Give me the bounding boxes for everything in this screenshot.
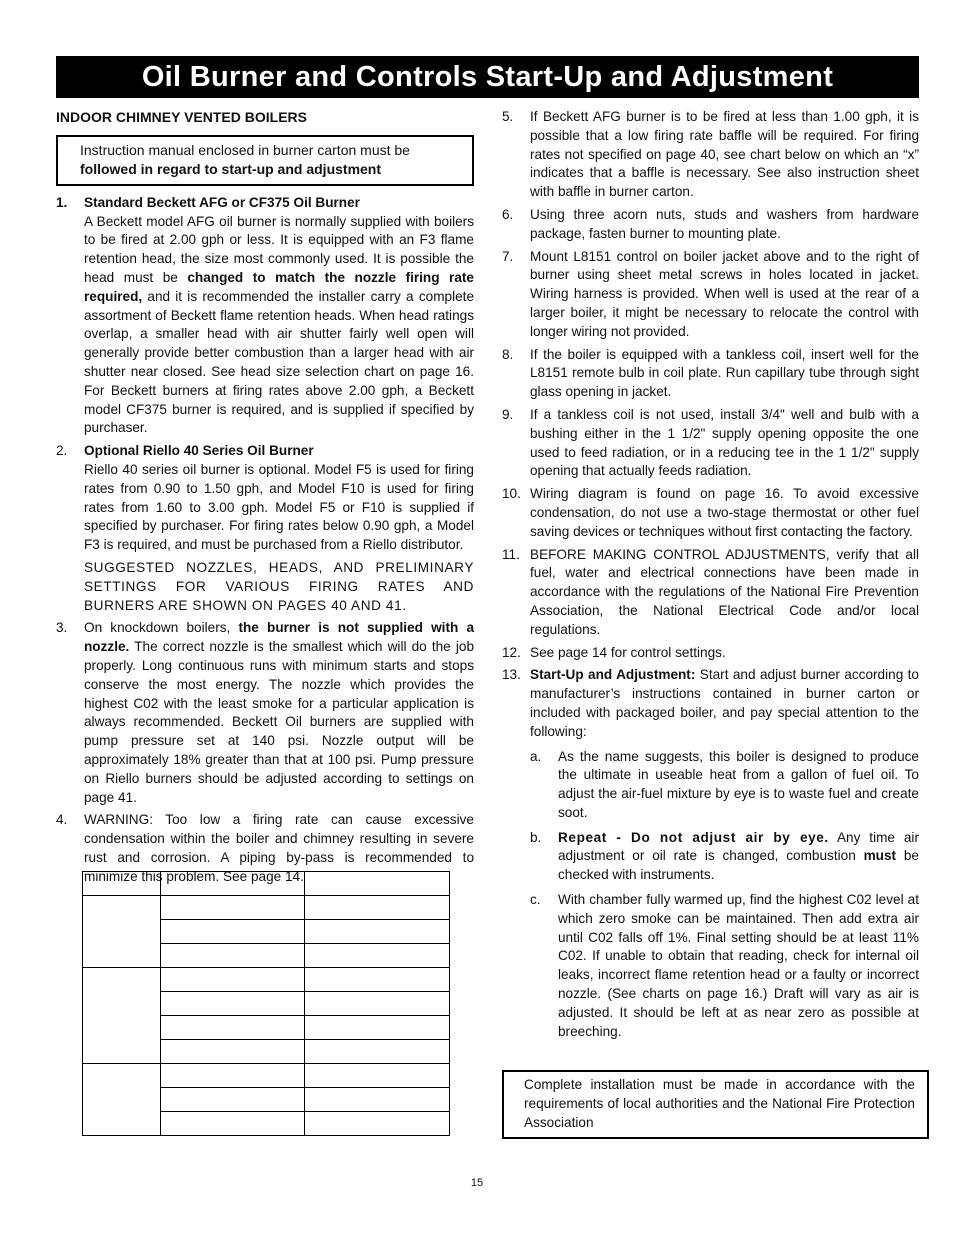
table-cell [161,920,305,944]
item-text: Using three acorn nuts, studs and washers from hardware package, fasten burner to mounting plate. [530,206,919,241]
table-cell [305,1040,450,1064]
instruction-notice-box [56,135,474,186]
list-item-9 [502,406,919,481]
left-column [56,108,474,890]
table-cell [305,1112,450,1136]
item-text: Riello 40 series oil burner is optional. Model F5 is used for firing rates from 0.90 to 1.50 gph, and Model F10 is used for firing rates from 1.60 to 3.00 gph. Model F5 or F10 is supplied if specified by purchaser. For firing rates below 0.90 gph, a Model F3 is required, and must be purchased from a Riello distributor. [84,461,474,553]
item-title: Start-Up and Adjustment: [530,667,696,683]
table-cell [161,1064,305,1088]
sub-item-b [530,829,919,885]
baffle-chart-table [82,871,450,1136]
table-cell [305,944,450,968]
item-text-bold: the burner is not supplied with a nozzle. [84,620,475,655]
installation-notice-text: Complete installation must be made in accordance with the requirements of local authorities and the National Fire Protection Association [524,1077,915,1130]
list-item-1 [56,194,474,438]
item-title: Optional Riello 40 Series Oil Burner [84,443,314,459]
item-number: 5. [502,109,514,124]
table-cell [305,896,450,920]
page-number: 15 [470,1177,484,1189]
table-cell [305,1088,450,1112]
item-number: 12. [502,644,521,660]
item-number: 9. [502,406,514,422]
notice-line-1: Instruction manual enclosed in burner carton must be [80,141,410,158]
table-cell [161,1016,305,1040]
item-number: 11. [502,546,520,562]
sub-item-label: c. [530,892,541,908]
table-cell [161,1088,305,1112]
item-number: 6. [502,206,514,222]
nozzle-settings-note: SUGGESTED NOZZLES, HEADS, AND PRELIMINARY SETTINGS FOR VARIOUS FIRING RATES AND BURNERS ARE SHOWN ON PAGES 40 AND 41. [84,559,474,613]
list-item-2 [56,442,474,555]
table-cell [83,872,161,896]
item-title: Standard Beckett AFG or CF375 Oil Burner [84,194,360,210]
item-number: 7. [502,248,514,264]
item-text: Start and adjust burner according to manufacturer’s instructions contained in burner carton or included with packaged boiler, and pay special attention to the following: [530,667,919,739]
table-cell [161,992,305,1016]
installation-notice-box [502,1070,929,1139]
table-row [83,896,450,920]
table-row [83,872,450,896]
item-text: If a tankless coil is not used, install 3/4" well and bulb with a bushing either in the 1 1/2" supply opening opposite the one used to feed radiation, or in a reducing tee in the 1 1/2" supply opening that actually feeds radiation. [530,406,919,479]
table-cell [161,968,305,992]
item-number: 4. [56,812,68,828]
list-item-7 [502,248,919,342]
table-cell [305,1064,450,1088]
item-text: If Beckett AFG burner is to be fired at less than 1.00 gph, it is possible that a low firing rate baffle will be required. For firing rates not specified on page 40, see chart below on which an “x” indicates that a baffle is necessary. See also instruction sheet with baffle in burner carton. [530,109,919,200]
item-number: 13. [502,667,521,683]
sub-item-text: Any time air adjustment or oil rate is changed, combustion [558,829,919,864]
sub-list [530,748,919,1042]
sub-item-label: a. [530,748,542,764]
table-cell [83,968,161,1064]
sub-item-label: b. [530,829,542,845]
table-row [83,1064,450,1088]
table-cell [161,896,305,920]
list-item-5 [502,108,919,202]
item-text: Wiring diagram is found on page 16. To avoid excessive condensation, do not use a two-stage thermostat or other fuel saving devices or techniques without first contacting the factory. [530,486,919,539]
page-title: Oil Burner and Controls Start-Up and Adjustment [56,56,919,98]
item-number: 3. [56,620,68,636]
table-cell [161,1112,305,1136]
table-cell [305,872,450,896]
list-item-6 [502,206,919,244]
list-item-3 [56,619,474,807]
item-number: 8. [502,346,514,362]
table-row [83,968,450,992]
item-text: WARNING: Too low a firing rate can cause excessive condensation within the boiler and chimney resulting in severe rust and corrosion. A piping by-pass is recommended to minimize this problem. See page 14. [84,812,474,884]
item-text: If the boiler is equipped with a tankless coil, insert well for the L8151 remote bulb in coil plate. Run capillary tube through sight glass opening in jacket. [530,346,919,400]
section-heading: INDOOR CHIMNEY VENTED BOILERS [56,109,307,125]
item-text: See page 14 for control settings. [530,644,726,660]
sub-item-bold: must [863,848,897,864]
table-cell [83,896,161,968]
list-item-10 [502,485,919,541]
item-text-bold: changed to match the nozzle firing rate required, [84,269,474,304]
notice-line-2: followed in regard to start-up and adjustment [80,160,382,177]
list-item-11 [502,546,919,640]
sub-item-c [530,891,919,1041]
sub-item-bold: Repeat - Do not adjust air by eye. [558,829,829,845]
table-cell [161,944,305,968]
table-cell [161,1040,305,1064]
item-text: The correct nozzle is the smallest which will do the job properly. Long continuous runs with minimum starts and stops conserve the most energy. The nozzle which provides the highest C02 with the least smoke for a particular application is always recommended. Beckett Oil burners are supplied with pump pressure set at 140 psi. Nozzle output will be approximately 18% greater than that at 100 psi. Pump pressure on Riello burners should be adjusted according to settings on page 41. [84,639,474,805]
item-text: Mount L8151 control on boiler jacket above and to the right of burner using sheet metal screws in holes located in jacket. Wiring harness is provided. When well is used at the rear of a larger boiler, it might be necessary to relocate the control with longer wiring not provided. [530,248,919,339]
sub-item-text: be checked with instruments. [558,848,919,883]
table-cell [305,1016,450,1040]
list-item-12 [502,644,919,663]
item-number: 1. [56,194,68,210]
item-text: BEFORE MAKING CONTROL ADJUSTMENTS, verify that all fuel, water and electrical connections have been made in accordance with the regulations of the National Fire Prevention Association, the National Electrical Code and/or local regulations. [530,546,919,637]
item-text: and it is recommended the installer carry a complete assortment of Beckett flame retention heads. When head ratings overlap, a smaller head with air shutter fairly well open will generally provide better combustion than a larger head with air shutter near closed. See head size selection chart on page 16. For Beckett burners at firing rates above 2.00 gph, a Beckett model CF375 burner is required, and is supplied if specified by purchaser. [84,288,474,436]
sub-item-text: With chamber fully warmed up, find the highest C02 level at which zero smoke can be maintained. Then add extra air until C02 falls off 1%. Final setting should be at least 11% C02. If unable to obtain that reading, check for internal oil leaks, incorrect flame retention head or a faulty or incorrect nozzle. (See charts on page 16.) Draft will vary as air is adjusted. It should be left at as near zero as possible at breeching. [558,892,919,1039]
item-number: 2. [56,443,68,459]
table-cell [83,1064,161,1136]
table-cell [161,872,305,896]
item-text: A Beckett model AFG oil burner is normally supplied with boilers to be fired at 2.00 gph or less. It is equipped with an F3 flame retention head, the size most commonly used. It is possible the head must be [84,213,474,285]
item-text: On knockdown boilers, [84,620,239,636]
right-column [502,108,919,1047]
sub-item-a [530,748,919,823]
table-cell [305,968,450,992]
list-item-13 [502,666,919,1041]
table-cell [305,992,450,1016]
list-item-8 [502,346,919,402]
sub-item-text: As the name suggests, this boiler is designed to produce the ultimate in useable heat from a gallon of fuel oil. To adjust the air-fuel mixture by eye is to waste fuel and create soot. [558,748,919,820]
table-cell [305,920,450,944]
item-number: 10. [502,486,521,502]
